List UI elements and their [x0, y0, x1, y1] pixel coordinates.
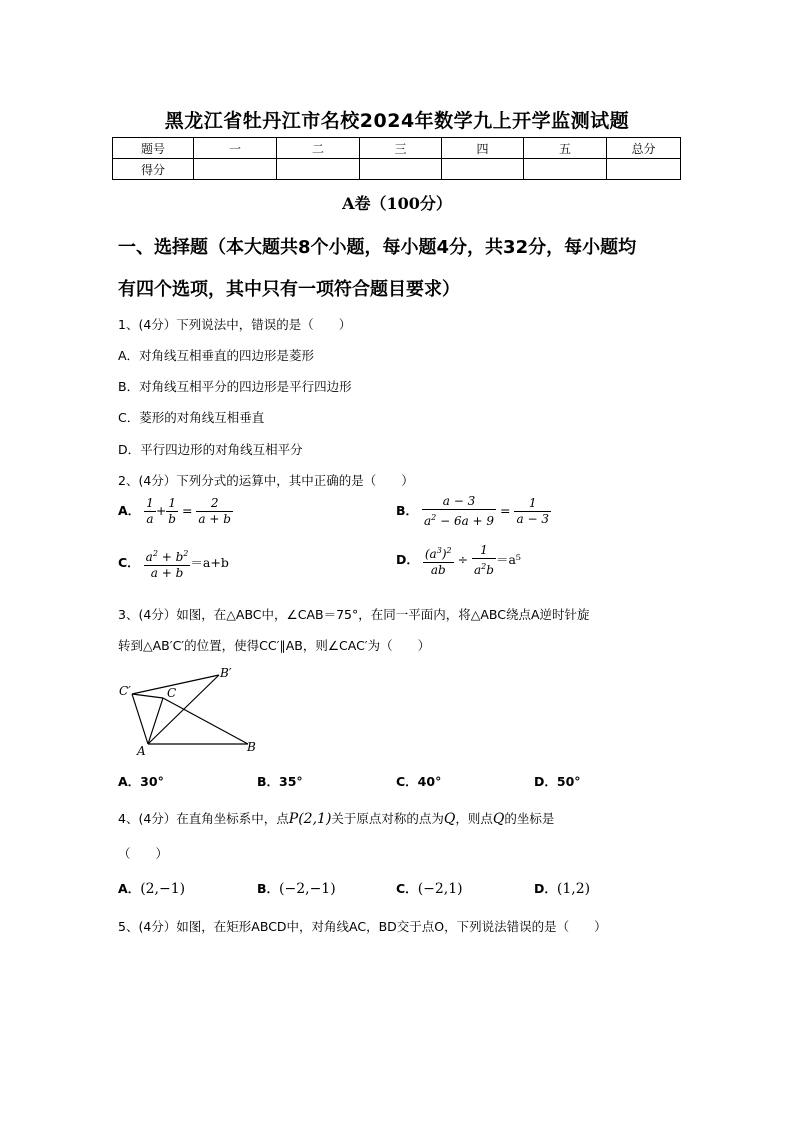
q3-stem-line2: 转到△AB′C′的位置，使得CC′∥AB，则∠CAC′为（ ）: [118, 638, 431, 653]
q2-option-a-label: A．: [118, 503, 141, 518]
fraction: $\frac{1}{a - 3}$: [516, 496, 549, 526]
label-a: A: [137, 744, 146, 758]
q2-stem: 2、(4分）下列分式的运算中，其中正确的是（ ）: [118, 473, 414, 488]
q4-option-a: [118, 879, 185, 897]
score-table-header-row: [113, 138, 681, 159]
score-table: [112, 137, 681, 180]
q2-option-d-rhs: ＝a⁵: [495, 552, 521, 567]
score-cell: [360, 159, 442, 180]
q4-option-a-label: A．: [118, 881, 141, 896]
q4-option-a-value: (2,−1): [140, 881, 186, 897]
q4-option-c: [396, 879, 463, 897]
fraction: $\frac{(a^3)^2}{ab}$: [423, 543, 454, 578]
score-cell: [442, 159, 524, 180]
q3-stem-line1: 3、(4分）如图，在△ABC中，∠CAB＝75°，在同一平面内，将△ABC绕点A逆时针旋: [118, 607, 590, 622]
score-cell: 题号: [113, 138, 194, 159]
q2-option-d-label: D．: [396, 552, 419, 567]
section-heading-line2: 有四个选项，其中只有一项符合题目要求）: [118, 279, 460, 300]
fraction: $\frac{a - 3}{a^2 - 6a + 9}$: [424, 494, 495, 528]
score-cell: 一: [194, 138, 277, 159]
q4-option-d-label: D．: [534, 881, 557, 896]
q4-point-p: P(2,1): [288, 811, 332, 827]
q4-stem-mid: 关于原点对称的点为: [331, 811, 444, 826]
fraction: $\frac{2}{a + b}$: [198, 496, 231, 526]
q4-option-b-label: B．: [257, 881, 280, 896]
score-cell: [277, 159, 360, 180]
q4-option-c-label: C．: [396, 881, 418, 896]
segment-cb: [163, 698, 248, 744]
q4-point-q-ref: Q: [492, 811, 505, 827]
q4-option-b-value: (−2,−1): [279, 881, 336, 897]
q1-stem: 1、(4分）下列说法中，错误的是（ ）: [118, 317, 352, 332]
segment-ac-prime: [132, 694, 148, 744]
q2-option-d: D． $\frac{(a^3)^2}{ab}$ ÷ $\frac{1}{a^2b}$ ＝a⁵: [396, 543, 521, 577]
q1-option-c: C．菱形的对角线互相垂直: [118, 410, 265, 425]
score-cell: 得分: [113, 159, 194, 180]
q4-option-c-value: (−2,1): [417, 881, 463, 897]
q4-stem-pre: 4、(4分）在直角坐标系中，点: [118, 811, 289, 826]
q1-option-b: B．对角线互相平分的四边形是平行四边形: [118, 379, 352, 394]
score-table-score-row: [113, 159, 681, 180]
q4-option-b: [257, 879, 336, 897]
score-cell: 三: [360, 138, 442, 159]
fraction: $\frac{a^2 + b^2}{a + b}$: [144, 546, 191, 581]
q3-option-b: B．35°: [257, 774, 303, 789]
q2-option-b: B． $\frac{a - 3}{a^2 - 6a + 9}$ = $\frac{1}{a - 3}$: [396, 494, 549, 528]
label-c-prime: C′: [119, 684, 131, 698]
fraction: $\frac{1}{a^2b}$: [474, 543, 494, 577]
fraction: $\frac{1}{b}$: [168, 496, 176, 526]
q1-option-a: A．对角线互相垂直的四边形是菱形: [118, 348, 315, 363]
score-cell: [524, 159, 607, 180]
q4-stem: [118, 809, 554, 827]
q2-option-c-rhs: ＝a+b: [190, 555, 229, 570]
q5-stem: 5、(4分）如图，在矩形ABCD中，对角线AC，BD交于点O，下列说法错误的是（ ）: [118, 919, 607, 934]
label-c: C: [167, 686, 177, 700]
score-cell: 总分: [607, 138, 681, 159]
q3-triangle-figure: [115, 664, 265, 760]
q4-stem-end: 的坐标是: [504, 811, 555, 826]
q2-option-a: A． $\frac{1}{a}$ + $\frac{1}{b}$ = $\frac{2}{a + b}$: [118, 496, 231, 526]
q3-option-a: A．30°: [118, 774, 164, 789]
exam-title: 黑龙江省牡丹江市名校2024年数学九上开学监测试题: [164, 110, 630, 132]
q2-option-c: [118, 546, 229, 581]
label-b-prime: B′: [220, 666, 232, 680]
q4-answer-paren: （ ）: [118, 846, 169, 861]
q4-option-d: [534, 879, 590, 897]
score-cell: [194, 159, 277, 180]
score-cell: [607, 159, 681, 180]
q2-option-b-label: B．: [396, 503, 419, 518]
q3-option-c: C．40°: [396, 774, 442, 789]
section-heading-line1: 一、选择题（本大题共8个小题，每小题4分，共32分，每小题均: [118, 237, 637, 258]
segment-cc-prime: [132, 694, 163, 698]
fraction: $\frac{1}{a}$: [146, 496, 154, 526]
score-cell: 五: [524, 138, 607, 159]
q1-option-d: D．平行四边形的对角线互相平分: [118, 442, 303, 457]
q2-option-c-label: C．: [118, 555, 140, 570]
section-a-title: A卷（100分）: [342, 194, 452, 213]
score-cell: 四: [442, 138, 524, 159]
q4-stem-post: ，则点: [455, 811, 493, 826]
q4-point-q: Q: [443, 811, 456, 827]
q4-option-d-value: (1,2): [556, 881, 591, 897]
q3-option-d: D．50°: [534, 774, 581, 789]
score-cell: 二: [277, 138, 360, 159]
label-b: B: [247, 740, 256, 754]
